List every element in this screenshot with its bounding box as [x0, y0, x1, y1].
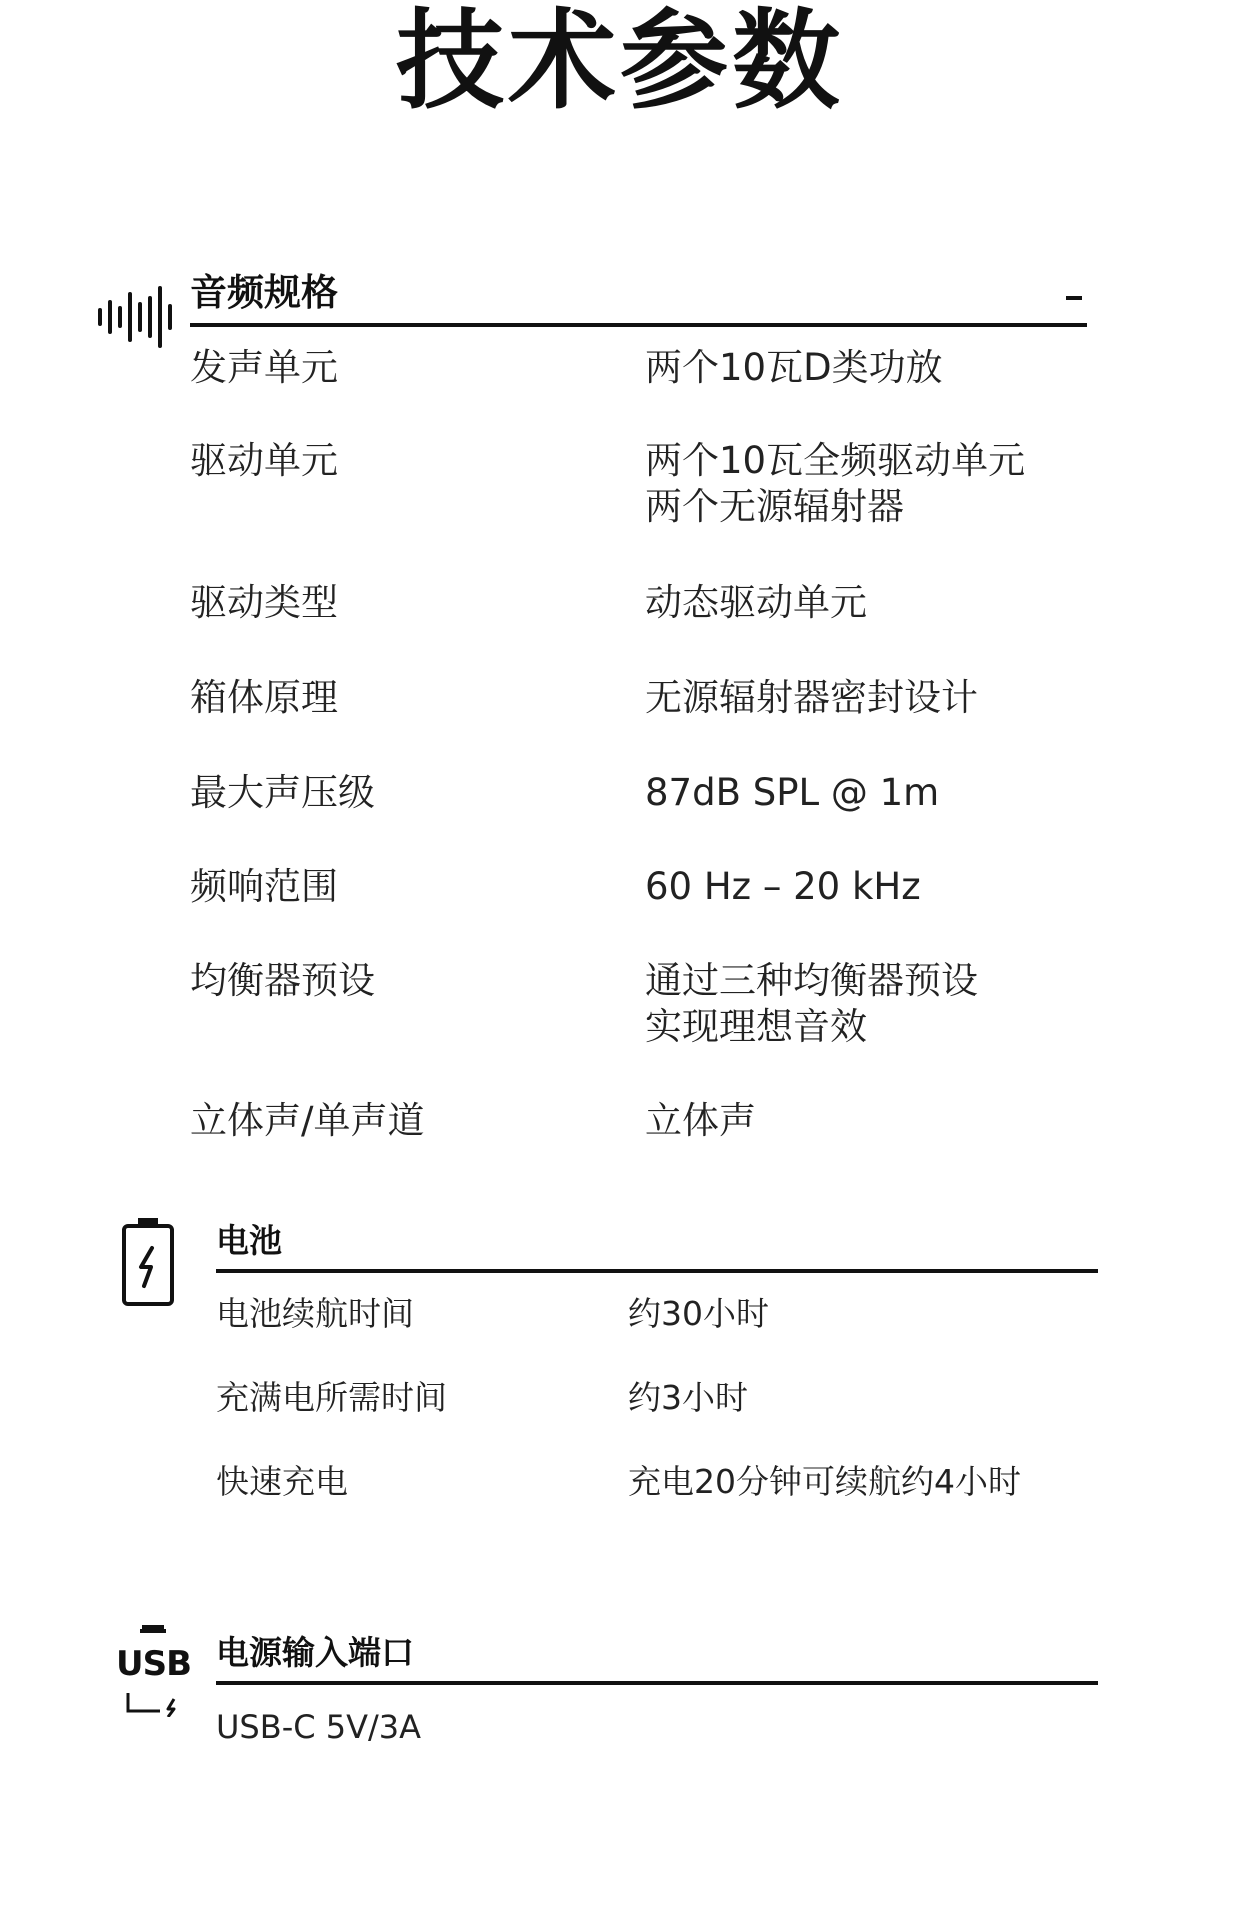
section-title-power: 电源输入端口: [216, 1633, 414, 1672]
section-divider: [216, 1681, 1098, 1685]
spec-value-line: 通过三种均衡器预设: [645, 959, 978, 1002]
spec-value: 约30小时: [628, 1294, 769, 1333]
spec-label: 快速充电: [216, 1462, 348, 1501]
spec-value: 约3小时: [628, 1378, 748, 1417]
spec-value-line: 两个无源辐射器: [645, 485, 904, 528]
spec-label: 箱体原理: [190, 676, 338, 719]
spec-value-line: 60 Hz – 20 kHz: [645, 865, 921, 908]
spec-label: 电池续航时间: [216, 1294, 414, 1333]
spec-label: 最大声压级: [190, 771, 375, 814]
spec-label: 立体声/单声道: [190, 1099, 425, 1142]
usb-icon-label: USB: [116, 1644, 192, 1684]
spec-value-line: 动态驱动单元: [645, 581, 867, 624]
spec-value-line: 立体声: [645, 1099, 756, 1142]
spec-label: 驱动类型: [190, 581, 338, 624]
spec-value-line: 无源辐射器密封设计: [645, 676, 978, 719]
page-title: 技术参数: [395, 0, 844, 124]
spec-value-line: 实现理想音效: [645, 1005, 867, 1048]
section-title-audio: 音频规格: [190, 271, 338, 314]
spec-value-line: 87dB SPL @ 1m: [645, 771, 940, 814]
spec-label: 充满电所需时间: [216, 1378, 447, 1417]
spec-value-line: 两个10瓦全频驱动单元: [645, 439, 1026, 482]
section-title-battery: 电池: [216, 1221, 282, 1260]
spec-value: USB-C 5V/3A: [216, 1708, 422, 1746]
spec-label: 频响范围: [190, 865, 338, 908]
spec-label: 发声单元: [190, 346, 338, 389]
spec-value-line: 两个10瓦D类功放: [645, 346, 943, 389]
spec-label: 驱动单元: [190, 439, 338, 482]
spec-label: 均衡器预设: [190, 959, 375, 1002]
spec-value: 充电20分钟可续航约4小时: [628, 1462, 1021, 1501]
